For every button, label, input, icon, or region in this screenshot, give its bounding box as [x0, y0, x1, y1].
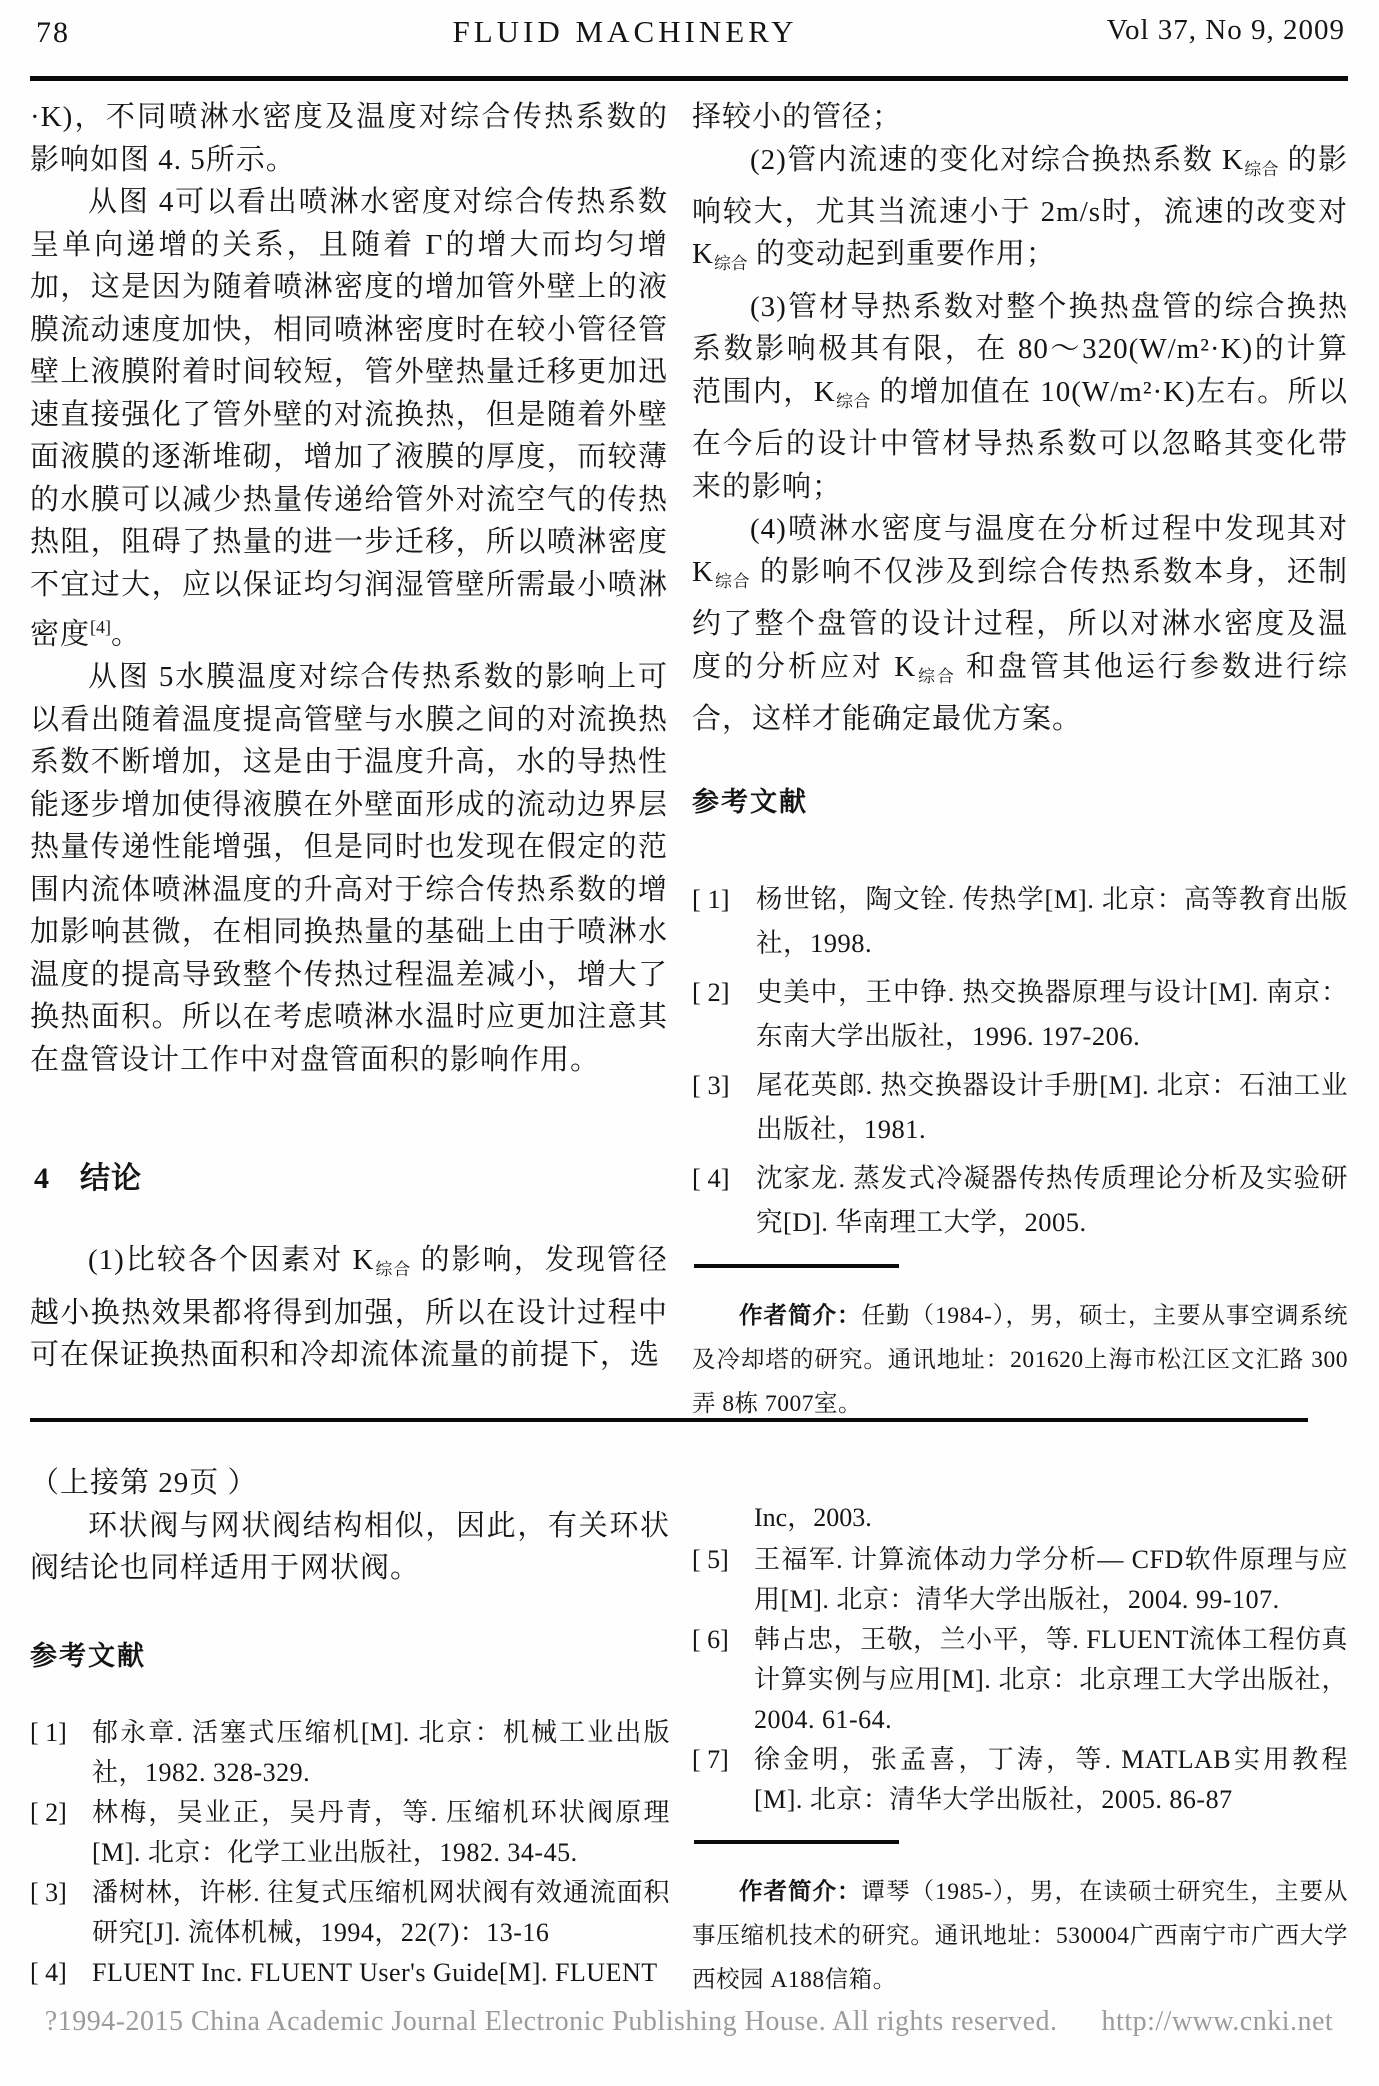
cnki-url-link[interactable]: http://www.cnki.net [1101, 2006, 1334, 2037]
article1-left-column [30, 96, 668, 1377]
page-number: 78 [36, 16, 70, 49]
paragraph: (1)比较各个因素对 $K_{综合}$ 的影响，发现管径越小换热效果都将得到加强，所以在设计过程中可在保证换热面积和冷却流体流量的前提下，选 [30, 1244, 668, 1372]
reference-carry-line: Inc，2003. [754, 1503, 872, 1532]
article2-right-column [692, 1452, 1348, 2002]
paragraph: 从图 5水膜温度对综合传热系数的影响上可以看出随着温度提高管壁与水膜之间的对流换热系数不断增加，这是由于温度升高，水的导热性能逐步增加使得液膜在外壁面形成的流动边界层热量传递性能增强，但是同时也发现在假定的范围内流体喷淋温度的升高对于综合传热系数的增加影响甚微，在相同换热量的基础上由于喷淋水温度的提高导致整个传热过程温差减小，增大了换热面积。所以在考虑喷淋水温时应更加注意其在盘管设计工作中对盘管面积的影响作用。 [30, 661, 668, 1076]
reference-item [692, 877, 1348, 965]
section-number: 4 [34, 1162, 50, 1196]
references-title: 参考文献 [692, 787, 808, 818]
reference-item [30, 1793, 670, 1873]
continued-from-note: （上接第 29页 ） [30, 1467, 258, 1499]
reference-text: 尾花英郎. 热交换器设计手册[M]. 北京：石油工业出版社，1981. [756, 1070, 1348, 1145]
article2-left-column [30, 1452, 670, 1993]
header-rule [30, 76, 1348, 81]
paragraph: (4)喷淋水密度与温度在分析过程中发现其对 $K_{综合}$ 的影响不仅涉及到综合传热系数本身，还制约了整个盘管的设计过程，所以对淋水密度及温度的分析应对 $K_{综合}$ 和盘管其他运行参数进行综合，这样才能确定最优方案。 [692, 513, 1348, 735]
author-note-rule [694, 1264, 899, 1268]
reference-number: [ 6] [692, 1625, 729, 1654]
section-title: 结论 [80, 1162, 142, 1196]
references-list [692, 1540, 1348, 1820]
references-list [30, 1713, 670, 1993]
issue-info: Vol 37, No 9, 2009 [1106, 14, 1345, 46]
paragraph: 从图 4可以看出喷淋水密度对综合传热系数呈单向递增的关系，且随着 Γ的增大而均匀增加，这是因为随着喷淋密度的增加管外壁上的液膜流动速度加快，相同喷淋密度时在较小管径管壁上液膜附着时间较短，管外壁热量迁移更加迅速直接强化了管外壁的对流换热，但是随着外壁面液膜的逐渐堆砌，增加了液膜的厚度，而较薄的水膜可以减少热量传递给管外对流空气的传热热阻，阻碍了热量的进一步迁移，所以喷淋密度不宜过大，应以保证均匀润湿管壁所需最小喷淋密度[4]。 [30, 186, 668, 651]
reference-item [692, 1620, 1348, 1740]
author-note-label: 作者简介： [739, 1879, 862, 1905]
article1-right-column [692, 96, 1348, 1426]
reference-item [30, 1713, 670, 1793]
journal-title: FLUID MACHINERY [452, 14, 798, 49]
paragraph: (3)管材导热系数对整个换热盘管的综合换热系数影响极其有限，在 80～320(W/m²·K)的计算范围内，$K_{综合}$ 的增加值在 10(W/m²·K)左右。所以在今后的设计中管材导热系数可以忽略其变化带来的影响； [692, 290, 1348, 503]
reference-item [692, 970, 1348, 1058]
reference-number: [ 1] [30, 1717, 67, 1747]
copyright-text: ?1994-2015 China Academic Journal Electronic Publishing House. All rights reserved. [44, 2006, 1058, 2037]
reference-text: 王福军. 计算流体动力学分析— CFD软件原理与应用[M]. 北京：清华大学出版社，2004. 99-107. [754, 1545, 1348, 1614]
reference-item [30, 1873, 670, 1953]
reference-number: [ 2] [692, 977, 730, 1008]
author-note-label: 作者简介： [739, 1303, 862, 1330]
paragraph: ·K)，不同喷淋水密度及温度对综合传热系数的影响如图 4. 5所示。 [30, 101, 668, 176]
paragraph: 择较小的管径； [692, 101, 903, 133]
reference-text: 韩占忠，王敬，兰小平，等. FLUENT流体工程仿真计算实例与应用[M]. 北京：北京理工大学出版社，2004. 61-64. [754, 1625, 1348, 1734]
reference-number: [ 3] [692, 1070, 730, 1101]
reference-number: [ 7] [692, 1745, 729, 1774]
references-list [692, 877, 1348, 1244]
section-heading [34, 1153, 668, 1197]
references-title: 参考文献 [30, 1640, 146, 1671]
reference-number: [ 4] [692, 1163, 730, 1194]
footer [30, 2006, 1348, 2038]
reference-text: 潘树林，许彬. 往复式压缩机网状阀有效通流面积研究[J]. 流体机械，1994，22(7)：13-16 [92, 1877, 670, 1947]
author-note [692, 1870, 1348, 2002]
author-note [692, 1294, 1348, 1426]
reference-text: FLUENT Inc. FLUENT User's Guide[M]. FLUENT [92, 1957, 658, 1987]
reference-item [30, 1953, 670, 1993]
author-note-text: 任勤（1984-），男，硕士，主要从事空调系统及冷却塔的研究。通讯地址：201620上海市松江区文汇路 300弄 8栋 7007室。 [692, 1303, 1348, 1418]
paragraph: 环状阀与网状阀结构相似，因此，有关环状阀结论也同样适用于网状阀。 [30, 1509, 670, 1584]
reference-text: 林梅，吴业正，吴丹青，等. 压缩机环状阀原理[M]. 北京：化学工业出版社，1982. 34-45. [92, 1797, 670, 1867]
reference-item [692, 1063, 1348, 1151]
paragraph: (2)管内流速的变化对综合换热系数 $K_{综合}$ 的影响较大，尤其当流速小于 2m/s时，流速的改变对 $K_{综合}$ 的变动起到重要作用； [692, 143, 1348, 274]
reference-number: [ 1] [692, 884, 730, 915]
reference-item [692, 1540, 1348, 1620]
reference-item [692, 1740, 1348, 1820]
reference-number: [ 2] [30, 1797, 67, 1827]
reference-number: [ 4] [30, 1957, 67, 1987]
reference-text: 徐金明，张孟喜，丁涛，等. MATLAB实用教程[M]. 北京：清华大学出版社，2005. 86-87 [754, 1745, 1348, 1814]
author-note-text: 谭琴（1985-），男，在读硕士研究生，主要从事压缩机技术的研究。通讯地址：530004广西南宁市广西大学西校园 A188信箱。 [692, 1879, 1348, 1993]
reference-text: 郁永章. 活塞式压缩机[M]. 北京：机械工业出版社，1982. 328-329. [92, 1717, 670, 1787]
reference-number: [ 5] [692, 1545, 729, 1574]
reference-item [692, 1156, 1348, 1244]
reference-text: 杨世铭，陶文铨. 传热学[M]. 北京：高等教育出版社，1998. [756, 884, 1348, 959]
reference-text: 沈家龙. 蒸发式冷凝器传热传质理论分析及实验研究[D]. 华南理工大学，2005. [756, 1163, 1348, 1238]
reference-number: [ 3] [30, 1877, 67, 1907]
author-note-rule [694, 1840, 899, 1844]
reference-text: 史美中，王中铮. 热交换器原理与设计[M]. 南京：东南大学出版社，1996. 197-206. [756, 977, 1348, 1052]
article-divider-rule [30, 1418, 1308, 1422]
